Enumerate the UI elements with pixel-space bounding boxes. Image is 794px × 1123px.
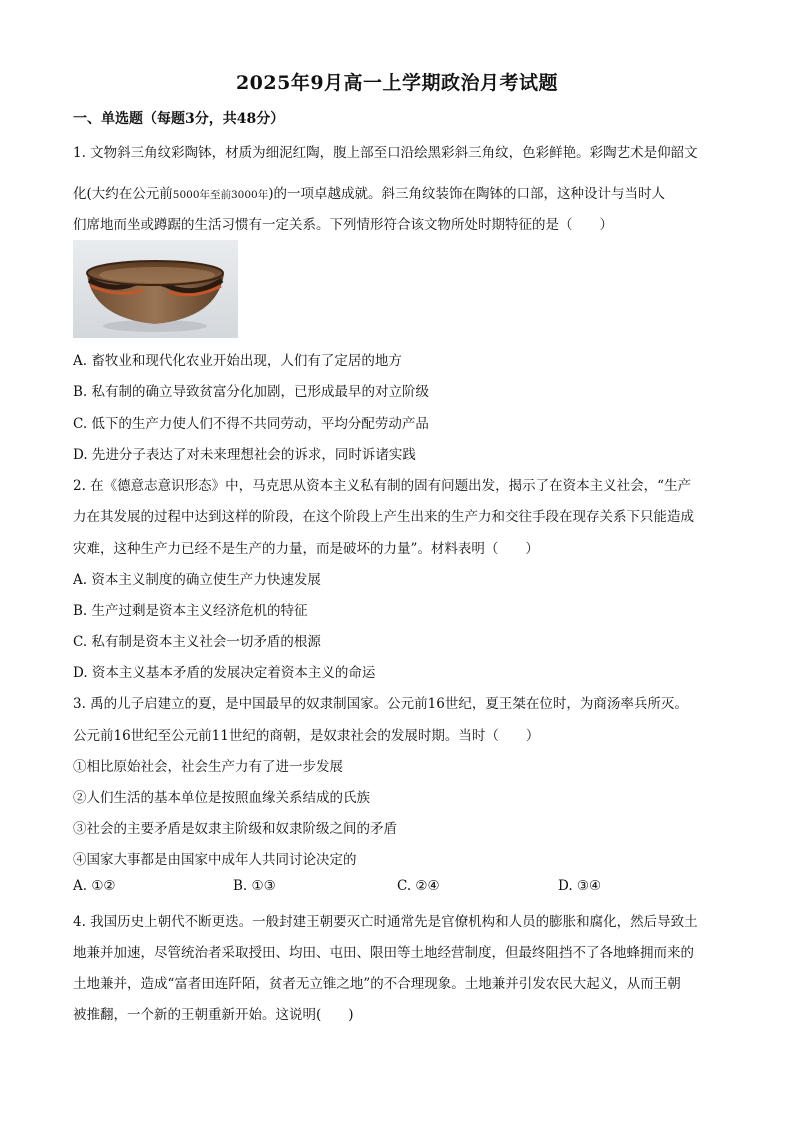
q3-statement-1: ①相比原始社会，社会生产力有了进一步发展	[73, 759, 343, 775]
q1-stem-line1: 1. 文物斜三角纹彩陶钵，材质为细泥红陶，腹上部至口沿绘黑彩斜三角纹，色彩鲜艳。彩陶艺术是仰韶文	[73, 145, 698, 161]
q3-statement-3: ③社会的主要矛盾是奴隶主阶级和奴隶阶级之间的矛盾	[73, 821, 397, 837]
q3-statement-4: ④国家大事都是由国家中成年人共同讨论决定的	[73, 852, 357, 868]
q3-option-a[interactable]: A. ①②	[73, 878, 116, 894]
q1-option-c[interactable]: C. 低下的生产力使人们不得不共同劳动，平均分配劳动产品	[73, 416, 429, 432]
q2-stem-line1: 2. 在《德意志意识形态》中，马克思从资本主义私有制的固有问题出发，揭示了在资本主义社会，“生产	[73, 478, 692, 494]
q2-option-b[interactable]: B. 生产过剩是资本主义经济危机的特征	[73, 603, 308, 619]
q1-option-d[interactable]: D. 先进分子表达了对未来理想社会的诉求，同时诉诸实践	[73, 447, 416, 463]
q2-option-a[interactable]: A. 资本主义制度的确立使生产力快速发展	[73, 572, 321, 588]
q2-option-c[interactable]: C. 私有制是资本主义社会一切矛盾的根源	[73, 634, 321, 650]
page-title: 2025年9月高一上学期政治月考试题	[235, 72, 559, 94]
q1-option-a[interactable]: A. 畜牧业和现代化农业开始出现，人们有了定居的地方	[73, 353, 402, 369]
q3-statement-2: ②人们生活的基本单位是按照血缘关系结成的氏族	[73, 790, 370, 806]
q1-stem-line3: 们席地而坐或蹲踞的生活习惯有一定关系。下列情形符合该文物所处时期特征的是（ ）	[73, 217, 613, 233]
q4-stem-line1: 4. 我国历史上朝代不断更迭。一般封建王朝要灭亡时通常先是官僚机构和人员的膨胀和腐化，然后导致土	[73, 914, 698, 930]
q4-stem-line3: 土地兼并，造成“富者田连阡陌，贫者无立锥之地”的不合理现象。土地兼并引发农民大起义，从而王朝	[73, 976, 681, 992]
section-heading: 一、单选题（每题3分，共48分）	[73, 111, 285, 127]
q1-stem-line2-part1: 化(大约在公元前	[73, 186, 173, 202]
pottery-bowl-icon	[73, 240, 238, 338]
q3-option-c[interactable]: C. ②④	[397, 878, 440, 894]
pottery-bowl-image	[73, 240, 238, 338]
q4-stem-line4: 被推翻，一个新的王朝重新开始。这说明( )	[73, 1007, 354, 1023]
q2-option-d[interactable]: D. 资本主义基本矛盾的发展决定着资本主义的命运	[73, 665, 376, 681]
q3-stem-line1: 3. 禹的儿子启建立的夏，是中国最早的奴隶制国家。公元前16世纪，夏王桀在位时，为商汤率兵所灭。	[73, 696, 688, 712]
q3-stem-line2: 公元前16世纪至公元前11世纪的商朝，是奴隶社会的发展时期。当时（ ）	[73, 728, 540, 744]
q3-option-b[interactable]: B. ①③	[233, 878, 276, 894]
q4-stem-line2: 地兼并加速，尽管统治者采取授田、均田、屯田、限田等土地经营制度，但最终阻挡不了各地蜂拥而来的	[73, 945, 694, 961]
q1-stem-line2	[73, 182, 665, 202]
q2-stem-line2: 力在其发展的过程中达到这样的阶段，在这个阶段上产生出来的生产力和交往手段在现存关系下只能造成	[73, 509, 694, 525]
q2-stem-line3: 灾难，这种生产力已经不是生产的力量，而是破坏的力量”。材料表明（ ）	[73, 541, 539, 557]
q3-option-d[interactable]: D. ③④	[558, 878, 602, 894]
q1-stem-line2-part3: )的一项卓越成就。斜三角纹装饰在陶钵的口部，这种设计与当时人	[268, 186, 666, 202]
q1-option-b[interactable]: B. 私有制的确立导致贫富分化加剧，已形成最早的对立阶级	[73, 384, 430, 400]
q1-stem-line2-dates: 5000年至前3000年	[172, 189, 269, 201]
